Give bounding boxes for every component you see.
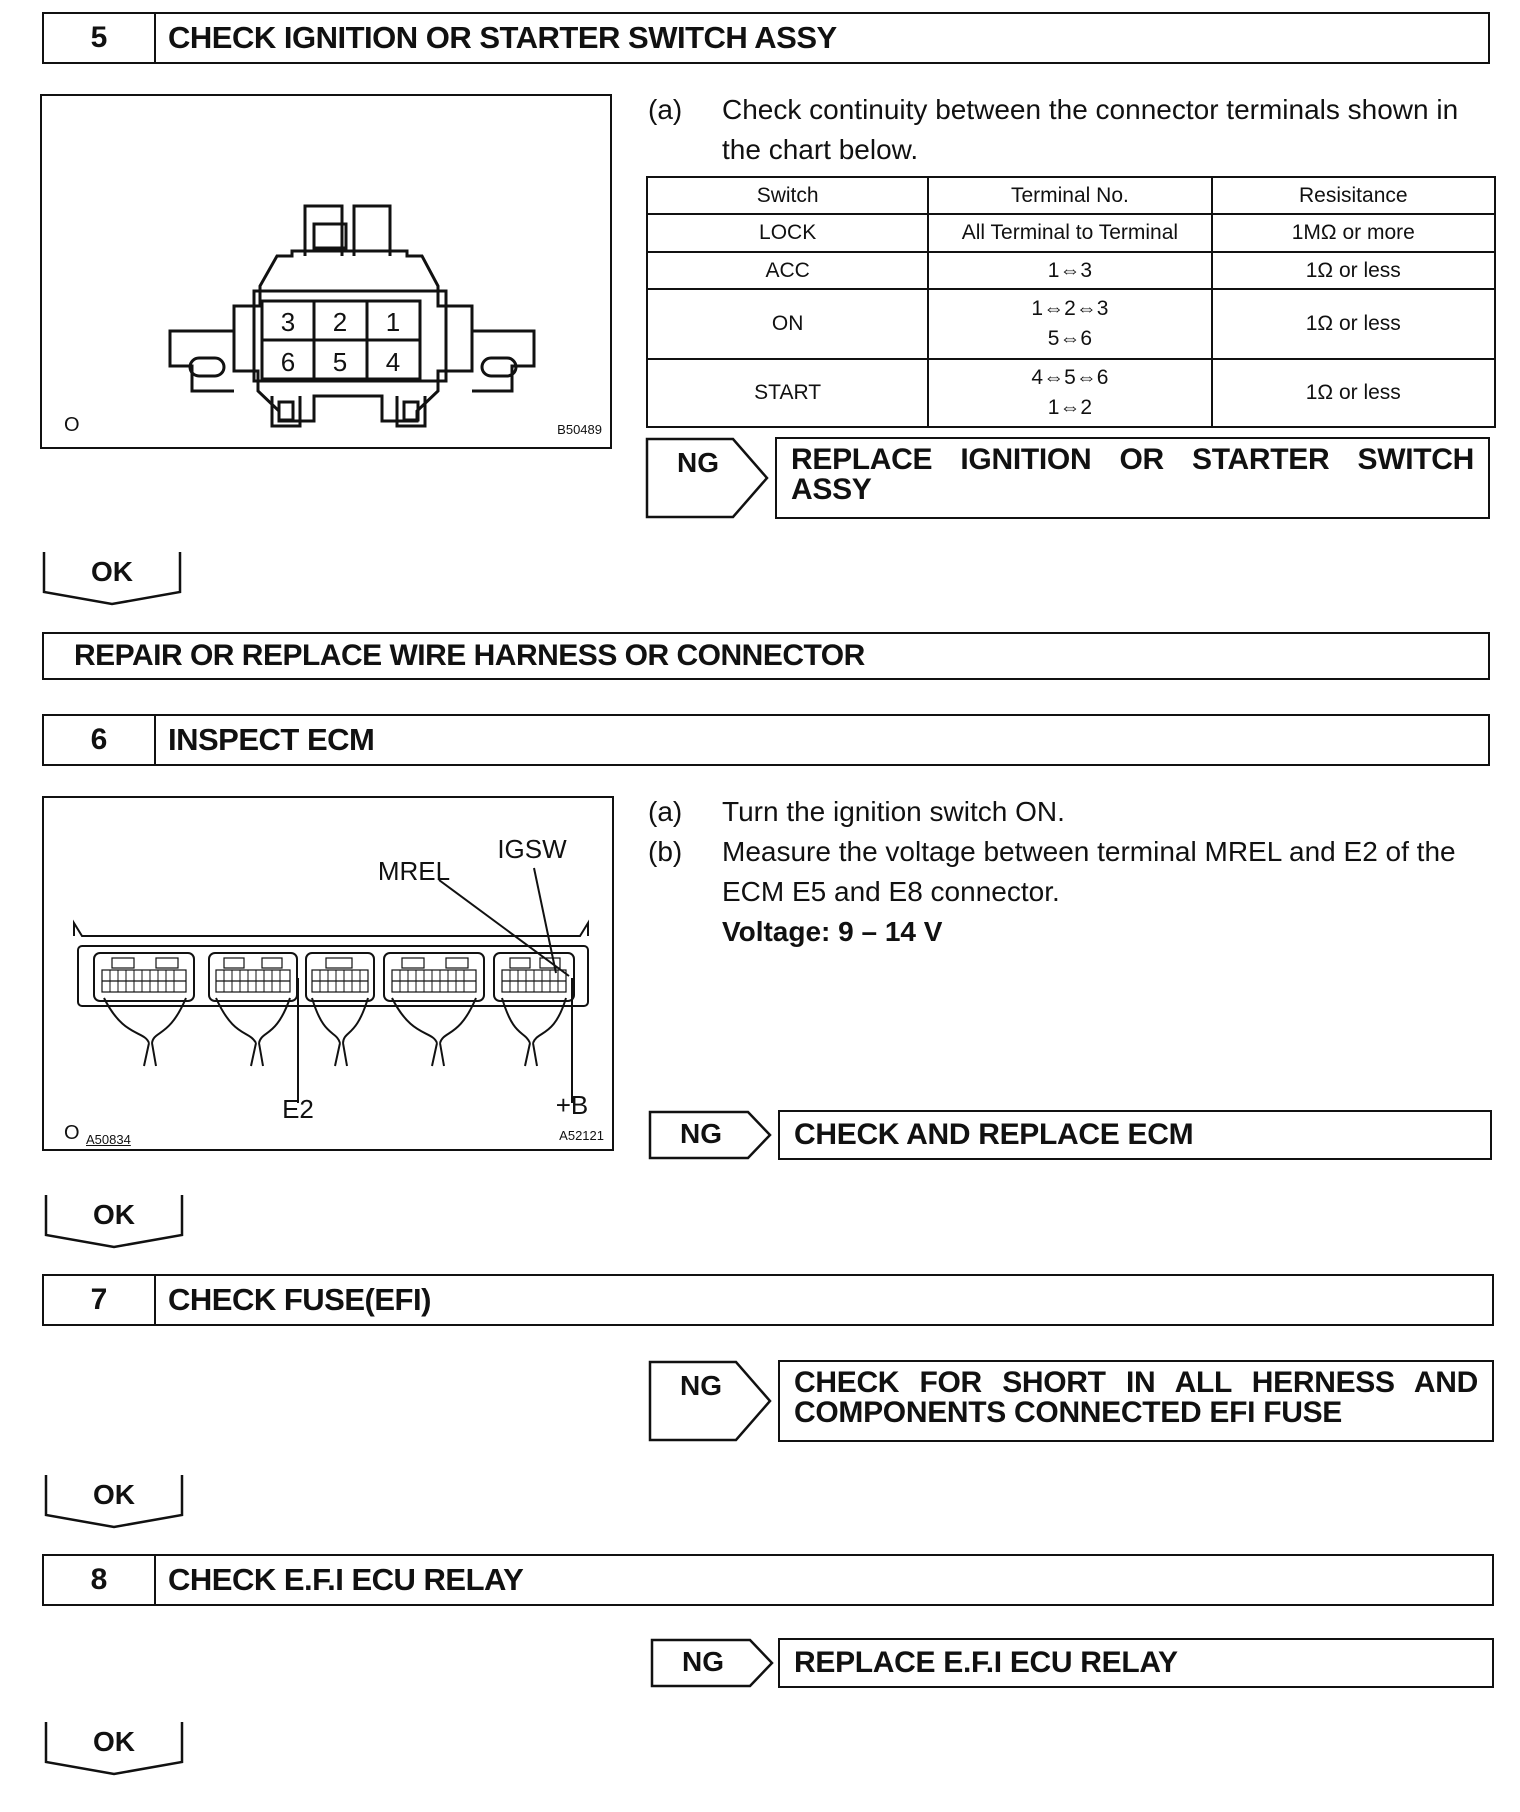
ng-label: NG xyxy=(680,1370,722,1401)
instruction-b xyxy=(648,832,1498,912)
terminal-3: 3 xyxy=(280,307,296,337)
ng-arrow xyxy=(645,437,771,519)
terminal-4: 4 xyxy=(385,347,401,377)
table-cell: START xyxy=(647,359,928,427)
table-cell: 1Ω or less xyxy=(1212,359,1495,427)
table-cell: 1Ω or less xyxy=(1212,252,1495,289)
table-cell xyxy=(928,359,1211,427)
figure-corner-mark: O xyxy=(64,414,80,436)
instruction-label: (a) xyxy=(648,796,683,827)
table-row xyxy=(647,289,1495,359)
ng-result: REPLACE IGNITION OR STARTER SWITCH ASSY xyxy=(775,437,1490,519)
voltage-spec: Voltage: 9 – 14 V xyxy=(722,916,943,947)
ok-arrow xyxy=(42,550,182,606)
terminal-line: 1⇔2⇔3 xyxy=(1031,297,1109,320)
step-title: CHECK IGNITION OR STARTER SWITCH ASSY xyxy=(168,20,837,55)
instruction-label: (a) xyxy=(648,94,683,125)
terminal-6: 6 xyxy=(280,347,296,377)
table-row xyxy=(647,252,1495,289)
ng-arrow xyxy=(650,1638,776,1688)
instruction-text: Turn the ignition switch ON. xyxy=(722,796,1065,827)
ok-arrow xyxy=(44,1720,184,1776)
mrel-label: MREL xyxy=(377,856,451,886)
ng-label: NG xyxy=(682,1646,724,1677)
step-title: CHECK E.F.I ECU RELAY xyxy=(168,1562,524,1597)
connector-drawing xyxy=(42,96,610,447)
table-cell: 1⇔3 xyxy=(928,252,1211,289)
ok-arrow xyxy=(44,1473,184,1529)
figure-code: B50489 xyxy=(557,422,602,437)
step-number: 7 xyxy=(44,1276,156,1324)
plus-b-label: +B xyxy=(555,1090,589,1120)
ng-label: NG xyxy=(677,447,719,478)
terminal-2: 2 xyxy=(332,307,348,337)
ok-label: OK xyxy=(93,1199,135,1230)
ng-result: REPLACE E.F.I ECU RELAY xyxy=(778,1638,1494,1688)
ecm-figure xyxy=(42,796,614,1151)
step-7-header xyxy=(42,1274,1494,1326)
ok-arrow xyxy=(44,1193,184,1249)
step-number: 6 xyxy=(44,716,156,764)
table-cell: 1Ω or less xyxy=(1212,289,1495,359)
table-header-row xyxy=(647,177,1495,214)
terminal-line: 1⇔2 xyxy=(1047,396,1093,419)
instruction-text: Check continuity between the connector terminals shown in the chart below. xyxy=(722,94,1459,165)
table-header: Resisitance xyxy=(1212,177,1495,214)
table-cell: LOCK xyxy=(647,214,928,252)
figure-code-left: A50834 xyxy=(86,1132,131,1147)
terminal-line: 5⇔6 xyxy=(1047,327,1093,350)
step-8-header xyxy=(42,1554,1494,1606)
terminal-1: 1 xyxy=(385,307,401,337)
table-header: Terminal No. xyxy=(928,177,1211,214)
step-6-header xyxy=(42,714,1490,766)
repair-header: REPAIR OR REPLACE WIRE HARNESS OR CONNECTOR xyxy=(42,632,1490,680)
e2-label: E2 xyxy=(282,1094,314,1124)
instruction-label: (b) xyxy=(648,836,683,867)
table-cell: ACC xyxy=(647,252,928,289)
terminal-5: 5 xyxy=(332,347,348,377)
table-header: Switch xyxy=(647,177,928,214)
figure-corner-mark: O xyxy=(64,1122,80,1144)
table-cell xyxy=(928,289,1211,359)
table-cell: All Terminal to Terminal xyxy=(928,214,1211,252)
ng-label: NG xyxy=(680,1118,722,1149)
connector-figure xyxy=(40,94,612,449)
continuity-table xyxy=(646,176,1496,428)
instruction-text: Measure the voltage between terminal MREL and E2 of the ECM E5 and E8 connector. xyxy=(722,836,1456,907)
table-cell: ON xyxy=(647,289,928,359)
ng-arrow xyxy=(648,1110,774,1160)
step-title: INSPECT ECM xyxy=(168,722,375,757)
step-5-header xyxy=(42,12,1490,64)
step-title: CHECK FUSE(EFI) xyxy=(168,1282,431,1317)
ok-label: OK xyxy=(91,556,133,587)
ng-result: CHECK FOR SHORT IN ALL HERNESS AND COMPONENTS CONNECTED EFI FUSE xyxy=(778,1360,1494,1442)
ecm-drawing xyxy=(44,798,612,1149)
ok-label: OK xyxy=(93,1726,135,1757)
ng-result: CHECK AND REPLACE ECM xyxy=(778,1110,1492,1160)
step-number: 8 xyxy=(44,1556,156,1604)
table-cell: 1MΩ or more xyxy=(1212,214,1495,252)
instruction-a xyxy=(648,90,1498,170)
instruction-a xyxy=(648,792,1498,832)
table-row xyxy=(647,214,1495,252)
table-row xyxy=(647,359,1495,427)
ng-arrow xyxy=(648,1360,774,1442)
step-number: 5 xyxy=(44,14,156,62)
ok-label: OK xyxy=(93,1479,135,1510)
figure-code-right: A52121 xyxy=(559,1128,604,1143)
terminal-line: 4⇔5⇔6 xyxy=(1031,366,1109,389)
igsw-label: IGSW xyxy=(497,834,567,864)
